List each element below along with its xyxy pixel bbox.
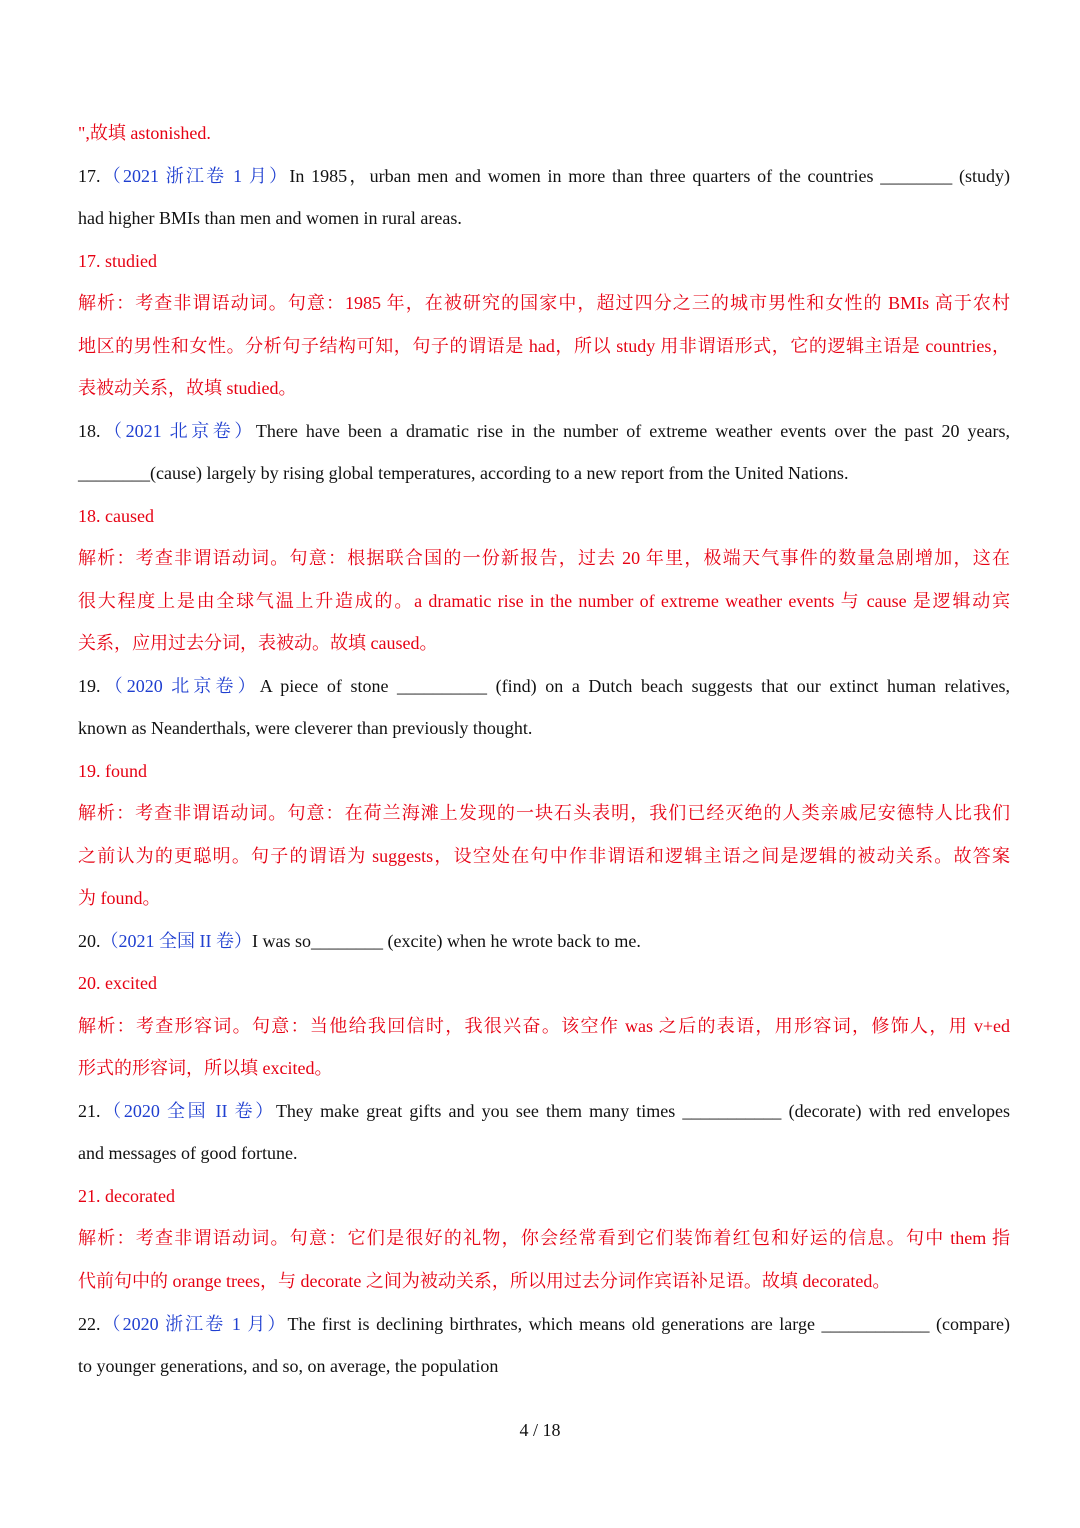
explanation-19-line-3: 为 found。 [78,888,161,908]
question-17-line-2: had higher BMIs than men and women in rural areas. [78,208,462,228]
answer-17: 17. studied [78,251,157,271]
question-number: 17. [78,166,101,186]
question-text: I was so________ (excite) when he wrote back to me. [252,931,641,951]
question-19-line-2: known as Neanderthals, were cleverer than previously thought. [78,718,533,738]
question-source: （2021 浙江卷 1 月） [100,166,290,186]
question-22-line-1 [78,1312,1010,1336]
question-text: A piece of stone __________ (find) on a Dutch beach suggests that our extinct human relatives, [259,676,1011,696]
explanation-17-line-1: 解析：考查非谓语动词。句意：1985 年，在被研究的国家中，超过四分之三的城市男性和女性的 BMIs 高于农村 [78,293,1010,313]
question-text: There have been a dramatic rise in the number of extreme weather events over the past 20 years, [255,421,1011,441]
question-20-line-1 [78,929,1010,953]
explanation-18-line-2: 很大程度上是由全球气温上升造成的。a dramatic rise in the number of extreme weather events 与 cause 是逻辑动宾 [78,591,1010,611]
explanation-18-line-1: 解析：考查非谓语动词。句意：根据联合国的一份新报告，过去 20 年里，极端天气事件的数量急剧增加，这在 [78,548,1010,568]
question-text: In 1985，urban men and women in more than three quarters of the countries ________ (study) [289,166,1010,186]
answer-18: 18. caused [78,506,154,526]
question-18-line-1 [78,419,1010,443]
question-source: （2021 北京卷） [100,421,256,441]
question-number: 18. [78,421,101,441]
explanation-20-line-2: 形式的形容词，所以填 excited。 [78,1058,333,1078]
explanation-20-line-1: 解析：考查形容词。句意：当他给我回信时，我很兴奋。该空作 was 之后的表语，用形容词，修饰人，用 v+ed [78,1016,1010,1036]
question-17-line-1 [78,164,1010,188]
question-text: The first is declining birthrates, which means old generations are large ____________ (compare) [287,1314,1010,1334]
question-19-line-1 [78,674,1010,698]
question-number: 19. [78,676,101,696]
question-text: They make great gifts and you see them many times ___________ (decorate) with red envelopes [275,1101,1010,1121]
question-source: （2020 北京卷） [100,676,260,696]
question-source: （2021 全国 II 卷） [100,931,252,951]
explanation-19-line-2: 之前认为的更聪明。句子的谓语为 suggests，设空处在句中作非谓语和逻辑主语之间是逻辑的被动关系。故答案 [78,846,1010,866]
answer-19: 19. found [78,761,147,781]
explanation-19-line-1: 解析：考查非谓语动词。句意：在荷兰海滩上发现的一块石头表明，我们已经灭绝的人类亲戚尼安德特人比我们 [78,803,1010,823]
carry-over-answer: ",故填 astonished. [78,123,211,143]
question-source: （2020 浙江卷 1 月） [100,1314,288,1334]
explanation-18-line-3: 关系，应用过去分词，表被动。故填 caused。 [78,633,438,653]
question-number: 22. [78,1314,101,1334]
question-21-line-2: and messages of good fortune. [78,1143,298,1163]
question-22-line-2: to younger generations, and so, on average, the population [78,1356,499,1376]
question-18-line-2: ________(cause) largely by rising global temperatures, according to a new report from the United Nations. [78,463,849,483]
explanation-17-line-3: 表被动关系，故填 studied。 [78,378,297,398]
question-21-line-1 [78,1099,1010,1123]
explanation-21-line-2: 代前句中的 orange trees，与 decorate 之间为被动关系，所以用过去分词作宾语补足语。故填 decorated。 [78,1271,891,1291]
answer-21: 21. decorated [78,1186,175,1206]
question-number: 21. [78,1101,101,1121]
question-source: （2020 全国 II 卷） [100,1101,276,1121]
answer-20: 20. excited [78,973,157,993]
explanation-21-line-1: 解析：考查非谓语动词。句意：它们是很好的礼物，你会经常看到它们装饰着红包和好运的信息。句中 them 指 [78,1228,1010,1248]
page-number: 4 / 18 [519,1420,561,1440]
question-number: 20. [78,931,101,951]
explanation-17-line-2: 地区的男性和女性。分析句子结构可知，句子的谓语是 had，所以 study 用非谓语形式，它的逻辑主语是 countries， [78,336,1010,356]
